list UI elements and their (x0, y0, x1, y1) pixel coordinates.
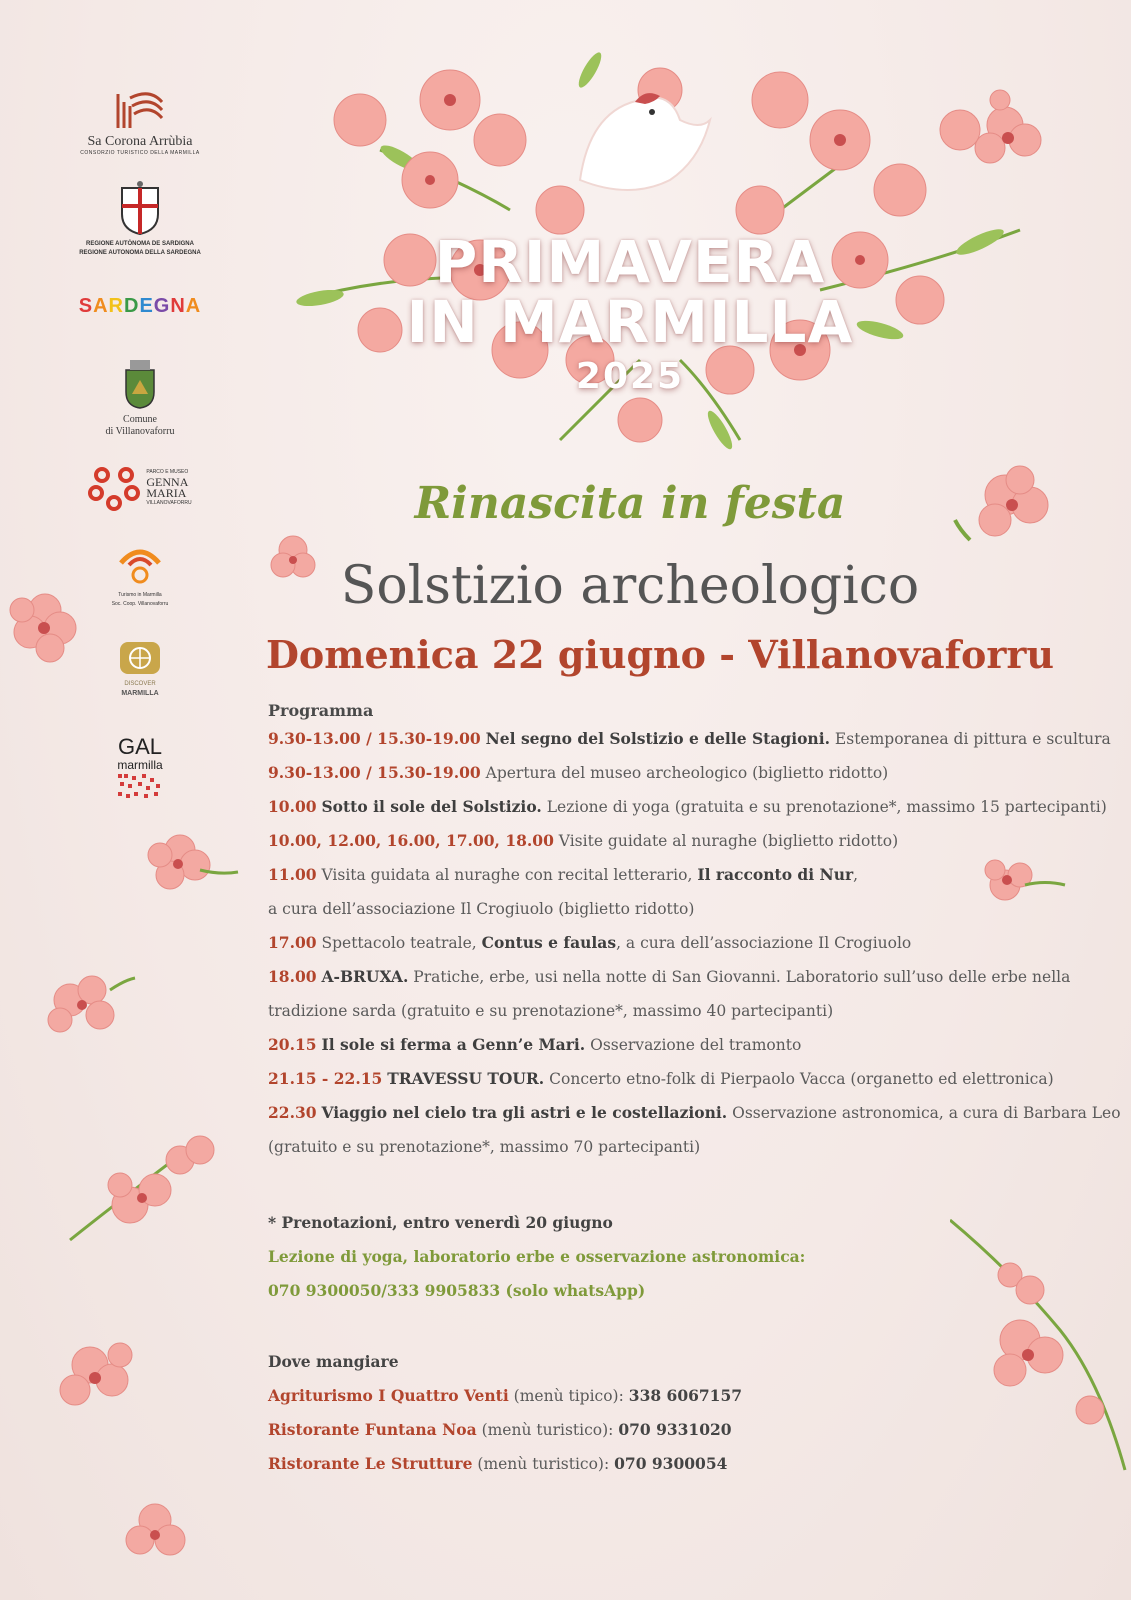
title-year: 2025 (575, 356, 685, 397)
program-item-continuation: (gratuito e su prenotazione*, massimo 70 partecipanti) (268, 1138, 701, 1156)
discover-line1: DISCOVER (124, 681, 156, 687)
program-item: 20.15 Il sole si ferma a Genn’e Mari. Osservazione del tramonto (268, 1035, 802, 1054)
gal-pixel-icon (116, 772, 164, 802)
program-section (268, 700, 1121, 1164)
discover-line2: MARMILLA (121, 690, 159, 697)
program-item: 11.00 Visita guidata al nuraghe con recital letterario, Il racconto di Nur, (268, 865, 859, 884)
blossom-decoration-left (30, 960, 140, 1050)
blossom-decoration-left (140, 820, 240, 910)
sa-corona-arrubia-logo (60, 88, 220, 156)
blossom-branch-left (60, 1120, 220, 1250)
subtitle: Rinascita in festa (414, 478, 846, 529)
comune-line1: Comune (123, 414, 157, 425)
program-item: 9.30-13.00 / 15.30-19.00 Apertura del museo archeologico (biglietto ridotto) (268, 763, 889, 782)
discover-marmilla-icon (118, 640, 162, 676)
program-item: 10.00 Sotto il sole del Solstizio. Lezione di yoga (gratuita e su prenotazione*, massimo 15 partecipanti) (268, 797, 1107, 816)
sa-corona-arrubia-icon (110, 88, 170, 130)
program-item: 17.00 Spettacolo teatrale, Contus e faulas, a cura dell’associazione Il Crogiuolo (268, 933, 912, 952)
comune-crest-icon (120, 358, 160, 410)
genna-maria-icon (88, 465, 140, 511)
gal-line1: GAL (117, 734, 163, 759)
program-heading: Programma (268, 701, 374, 720)
dining-place: Agriturismo I Quattro Venti (menù tipico): 338 6067157 (268, 1386, 743, 1405)
dining-place: Ristorante Le Strutture (menù turistico): 070 9300054 (268, 1454, 728, 1473)
genna-line1: PARCO E MUSEO (146, 469, 189, 475)
event-date: Domenica 22 giugno - Villanovaforru (265, 632, 1055, 677)
program-item: 21.15 - 22.15 TRAVESSU TOUR. Concerto etno-folk di Pierpaolo Vacca (organetto ed elettronica) (268, 1069, 1054, 1088)
regione-crest-icon (118, 180, 162, 236)
turismo-marmilla-logo (60, 545, 220, 609)
program-item: 22.30 Viaggio nel cielo tra gli astri e le costellazioni. Osservazione astronomica, a cura di Barbara Leo (268, 1103, 1121, 1122)
program-item: 9.30-13.00 / 15.30-19.00 Nel segno del Solstizio e delle Stagioni. Estemporanea di pittura e scultura (268, 729, 1111, 748)
genna-maria-logo (60, 465, 220, 515)
gal-marmilla-logo (60, 736, 220, 807)
title-line1: PRIMAVERA (434, 228, 826, 296)
reservations-section (268, 1206, 1118, 1308)
regione-line1: REGIONE AUTÒNOMA DE SARDIGNA (86, 241, 194, 247)
regione-line2: REGIONE AUTONOMA DELLA SARDEGNA (79, 250, 201, 256)
sardegna-logo: SARDEGNA (78, 295, 202, 317)
sa-corona-arrubia-name: Sa Corona Arrùbia (87, 134, 193, 149)
genna-line4: VILLANOVAFORRU (146, 500, 192, 506)
genna-line3: MARIA (146, 486, 187, 500)
discover-marmilla-logo (60, 640, 220, 698)
regione-sardegna-logo (60, 180, 220, 258)
title-line2: IN MARMILLA (406, 288, 854, 356)
turismo-line1: Turismo in Marmilla (118, 592, 162, 598)
comune-line2: di Villanovaforru (105, 426, 175, 437)
dining-section (268, 1345, 1118, 1481)
turismo-marmilla-icon (115, 545, 165, 587)
reservations-line1: Lezione di yoga, laboratorio erbe e osservazione astronomica: (268, 1247, 806, 1266)
event-title: Solstizio archeologico (340, 556, 920, 616)
comune-villanovaforru-logo (60, 358, 220, 438)
program-item-continuation: a cura dell’associazione Il Crogiuolo (biglietto ridotto) (268, 900, 695, 918)
reservations-phone: 070 9300050/333 9905833 (solo whatsApp) (268, 1281, 646, 1300)
bird-icon (580, 93, 710, 190)
reservations-title: * Prenotazioni, entro venerdì 20 giugno (268, 1213, 613, 1232)
blossom-decoration-left (110, 1490, 200, 1600)
genna-line2: GENNA (146, 475, 189, 489)
dining-title: Dove mangiare (268, 1352, 399, 1371)
blossom-decoration-left (40, 1320, 170, 1430)
sa-corona-arrubia-sub: CONSORZIO TURISTICO DELLA MARMILLA (80, 150, 200, 156)
gal-line2: marmilla (117, 758, 163, 772)
program-item: 18.00 A-BRUXA. Pratiche, erbe, usi nella notte di San Giovanni. Laboratorio sull’uso delle erbe nella (268, 967, 1071, 986)
dining-place: Ristorante Funtana Noa (menù turistico): 070 9331020 (268, 1420, 732, 1439)
turismo-line2: Soc. Coop. Villanovaforru (111, 601, 169, 607)
program-item: 10.00, 12.00, 16.00, 17.00, 18.00 Visite guidate al nuraghe (biglietto ridotto) (268, 831, 899, 850)
program-item-continuation: tradizione sarda (gratuito e su prenotazione*, massimo 40 partecipanti) (268, 1002, 834, 1020)
